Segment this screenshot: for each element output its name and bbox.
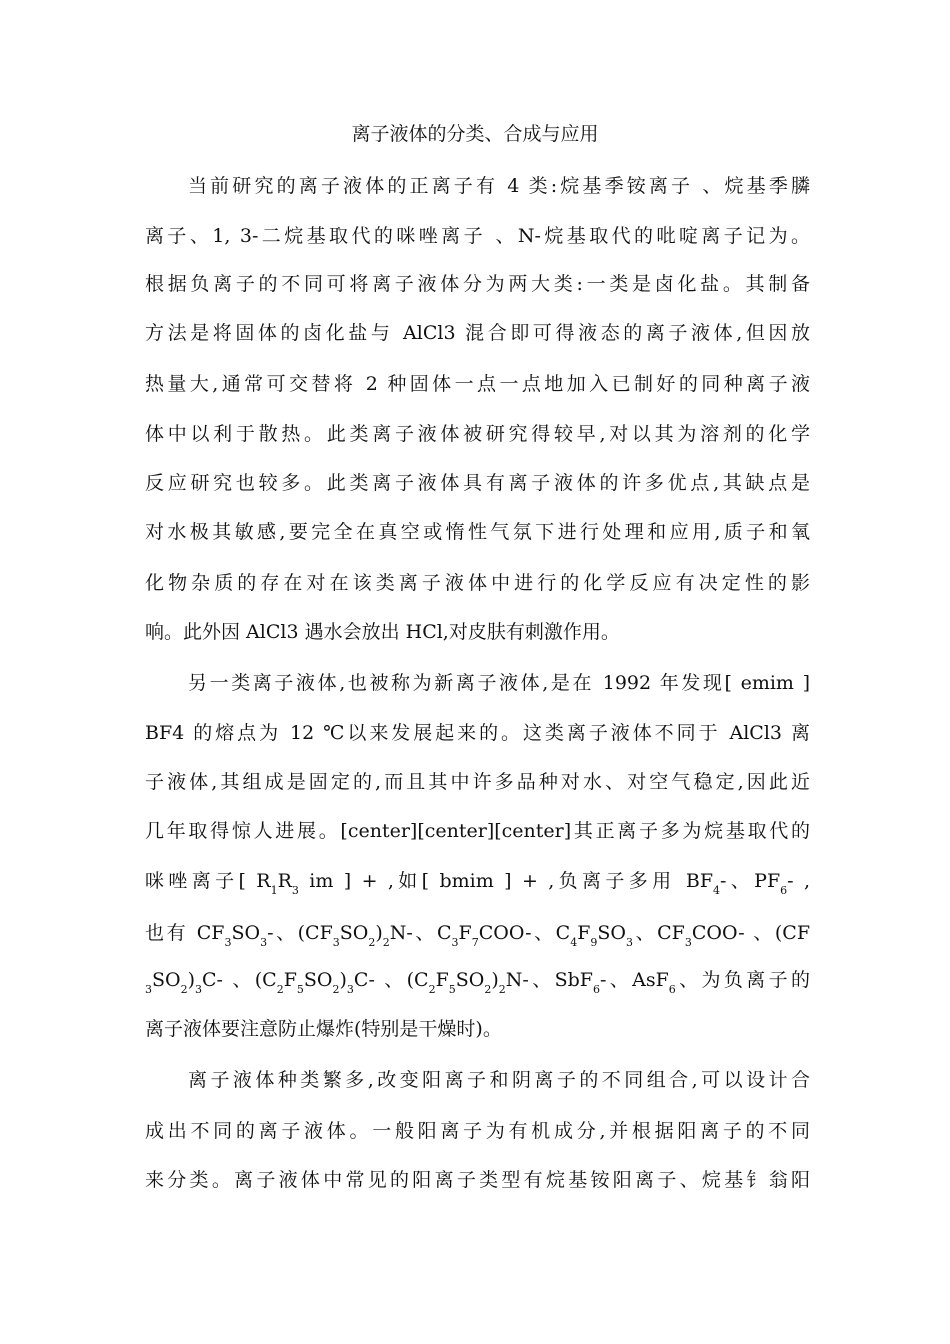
- subscript: 2: [498, 983, 506, 996]
- text-line: BF4 的熔点为 12 ℃以来发展起来的。这类离子液体不同于 AlCl3 离: [145, 722, 810, 744]
- text-line: $_3SO_2)_3C-$ 、$(C_2F_5SO_2)_3C-$ 、$(C_2F_5SO_2)_2N-$、SbF$_6$-、AsF$_6$、为负离子的: [145, 969, 810, 996]
- text-line: 方法是将固体的卤化盐与 AlCl3 混合即可得液态的离子液体,但因放: [145, 322, 810, 344]
- text-line: 成出不同的离子液体。一般阳离子为有机成分,并根据阳离子的不同: [145, 1120, 810, 1142]
- subscript: 2: [276, 983, 284, 996]
- text-line: 离子液体种类繁多,改变阳离子和阴离子的不同组合,可以设计合: [188, 1069, 810, 1091]
- subscript: 2: [368, 936, 376, 949]
- subscript: 6: [592, 983, 600, 996]
- subscript: 7: [471, 936, 479, 949]
- text-line: 对水极其敏感,要完全在真空或惰性气氛下进行处理和应用,质子和氧: [145, 521, 810, 543]
- subscript: 3: [626, 936, 633, 949]
- text-line: 也有 $CF_3SO_3-$、$(CF_3SO_2)_2N-$、$C_3F_7COO-$、$C_4F_9SO_3$、$CF_3COO-$ 、(CF: [145, 922, 810, 949]
- subscript: 3: [346, 983, 354, 996]
- subscript: 3: [684, 936, 692, 949]
- subscript: 5: [448, 983, 456, 996]
- subscript: 3: [260, 936, 268, 949]
- text-line: 几年取得惊人进展。[center][center][center]其正离子多为烷基取代的: [145, 820, 810, 842]
- text-line: 根据负离子的不同可将离子液体分为两大类:一类是卤化盐。其制备: [145, 273, 810, 295]
- subscript: 4: [570, 936, 578, 949]
- subscript: 1: [270, 884, 278, 897]
- subscript: 4: [713, 884, 721, 897]
- text-line: 咪唑离子[ $R_1R_3$ im ] + ,如[ bmim ] + ,负离子多用 $BF_4-$、$PF_6-$ ,: [145, 870, 810, 897]
- text-line: 来分类。离子液体中常见的阳离子类型有烷基铵阳离子、烷基钅翁阳: [145, 1169, 810, 1191]
- text-line: 热量大,通常可交替将 2 种固体一点一点地加入已制好的同种离子液: [145, 373, 810, 395]
- subscript: 6: [780, 884, 788, 897]
- document-title: 离子液体的分类、合成与应用: [351, 123, 599, 145]
- subscript: 2: [180, 983, 188, 996]
- subscript: 2: [484, 983, 492, 996]
- text-line: 化物杂质的存在对在该类离子液体中进行的化学反应有决定性的影: [145, 572, 810, 594]
- subscript: 5: [296, 983, 304, 996]
- subscript: 2: [332, 983, 340, 996]
- text-line: 反应研究也较多。此类离子液体具有离子液体的许多优点,其缺点是: [145, 472, 810, 494]
- subscript: 3: [145, 983, 152, 996]
- subscript: 3: [195, 983, 203, 996]
- subscript: 3: [451, 936, 459, 949]
- subscript: 2: [382, 936, 390, 949]
- subscript: 9: [590, 936, 598, 949]
- subscript: 3: [224, 936, 232, 949]
- subscript: 2: [428, 983, 436, 996]
- text-line: 体中以利于散热。此类离子液体被研究得较早,对以其为溶剂的化学: [145, 423, 810, 445]
- subscript: 3: [332, 936, 340, 949]
- text-line: 当前研究的离子液体的正离子有 4 类:烷基季铵离子 、烷基季膦: [188, 175, 810, 197]
- text-line: 另一类离子液体,也被称为新离子液体,是在 1992 年发现[ emim ]: [188, 672, 810, 694]
- subscript: 3: [291, 884, 299, 897]
- subscript: 6: [668, 983, 676, 996]
- text-line: 离子液体要注意防止爆炸(特别是干燥时)。: [145, 1018, 502, 1040]
- text-line: 响。此外因 AlCl3 遇水会放出 HCl,对皮肤有刺激作用。: [145, 621, 620, 643]
- text-line: 离子、1, 3-二烷基取代的咪唑离子 、N-烷基取代的吡啶离子记为。: [145, 225, 810, 247]
- text-line: 子液体,其组成是固定的,而且其中许多品种对水、对空气稳定,因此近: [145, 771, 810, 793]
